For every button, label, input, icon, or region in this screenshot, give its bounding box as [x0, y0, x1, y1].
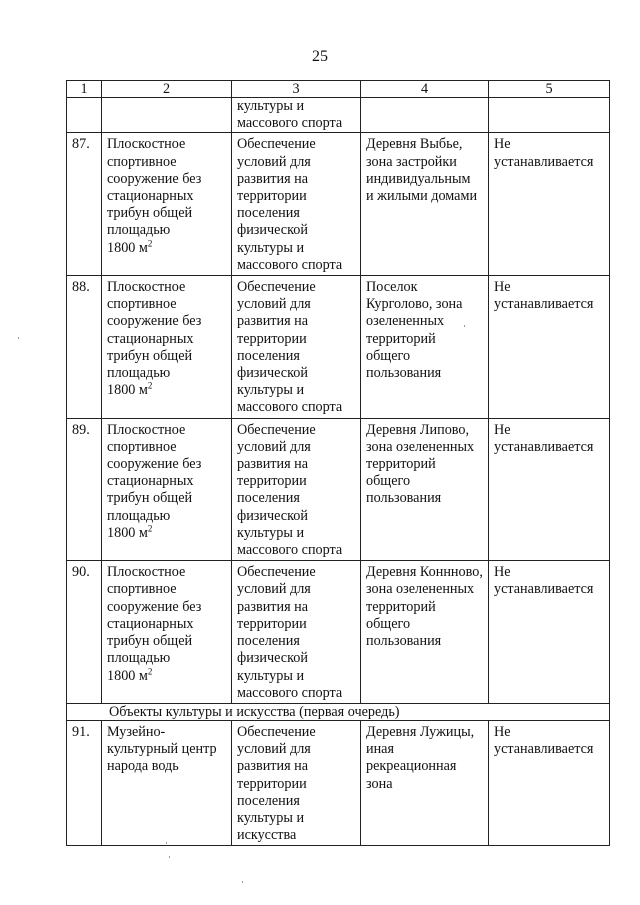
row-number: 91.	[67, 720, 102, 845]
object-location: Деревня Лужицы, иная рекреационная зона	[361, 720, 489, 845]
table-row	[67, 561, 610, 704]
scan-artifact-mark	[169, 856, 170, 858]
object-name: Плоскостное спортивное сооружение без стационарных трибун общей площадью 1800 $м^2$	[102, 276, 232, 419]
scan-artifact-mark	[166, 842, 167, 844]
table-header-row	[67, 81, 610, 98]
table-row-continuation	[67, 98, 610, 133]
object-location: Деревня Коннново, зона озелененных территорий общего пользования	[361, 561, 489, 704]
object-purpose: культуры и массового спорта	[232, 98, 361, 133]
row-number: 88.	[67, 276, 102, 419]
section-heading: Объекты культуры и искусства (первая очередь)	[67, 703, 610, 720]
protection-zone	[489, 98, 610, 133]
section-heading-row	[67, 703, 610, 720]
object-area: 1800 $м^2$	[107, 523, 153, 541]
object-purpose: Обеспечение условий для развития на территории поселения физической культуры и массового спорта	[232, 133, 361, 276]
scan-artifact-mark	[18, 337, 19, 339]
row-number: 87.	[67, 133, 102, 276]
object-name: Плоскостное спортивное сооружение без стационарных трибун общей площадью 1800 $м^2$	[102, 133, 232, 276]
object-area: 1800 $м^2$	[107, 237, 153, 256]
row-number: 89.	[67, 418, 102, 561]
object-name: Плоскостное спортивное сооружение без стационарных трибун общей площадью 1800 $м^2$	[102, 418, 232, 561]
protection-zone: Не устанавливается	[489, 561, 610, 704]
object-location	[361, 98, 489, 133]
object-purpose: Обеспечение условий для развития на территории поселения физической культуры и массового спорта	[232, 418, 361, 561]
column-zone-header: 5	[489, 81, 610, 98]
scan-artifact-mark	[464, 325, 465, 327]
table-row	[67, 276, 610, 419]
object-location: Деревня Липово, зона озелененных территорий общего пользования	[361, 418, 489, 561]
column-purpose-header: 3	[232, 81, 361, 98]
table-row	[67, 418, 610, 561]
object-location: Деревня Выбье, зона застройки индивидуальным и жилыми домами	[361, 133, 489, 276]
protection-zone: Не устанавливается	[489, 720, 610, 845]
protection-zone: Не устанавливается	[489, 133, 610, 276]
protection-zone: Не устанавливается	[489, 276, 610, 419]
planning-table	[66, 80, 610, 846]
protection-zone: Не устанавливается	[489, 418, 610, 561]
scan-artifact-mark	[242, 881, 243, 883]
row-number	[67, 98, 102, 133]
table-row	[67, 720, 610, 845]
object-area: 1800 $м^2$	[107, 380, 153, 399]
page-number: 25	[312, 48, 328, 65]
column-location-header: 4	[361, 81, 489, 98]
row-number: 90.	[67, 561, 102, 704]
object-name	[102, 98, 232, 133]
object-purpose: Обеспечение условий для развития на территории поселения физической культуры и массового спорта	[232, 276, 361, 419]
object-location: Поселок Курголово, зона озелененных территорий общего пользования	[361, 276, 489, 419]
column-object-header: 2	[102, 81, 232, 98]
object-purpose: Обеспечение условий для развития на территории поселения культуры и искусства	[232, 720, 361, 845]
table-row	[67, 133, 610, 276]
column-number-header: 1	[67, 81, 102, 98]
object-name: Музейно- культурный центр народа водь	[102, 720, 232, 845]
object-purpose: Обеспечение условий для развития на территории поселения физической культуры и массового спорта	[232, 561, 361, 704]
object-name: Плоскостное спортивное сооружение без стационарных трибун общей площадью 1800 $м^2$	[102, 561, 232, 704]
object-area: 1800 $м^2$	[107, 665, 153, 684]
